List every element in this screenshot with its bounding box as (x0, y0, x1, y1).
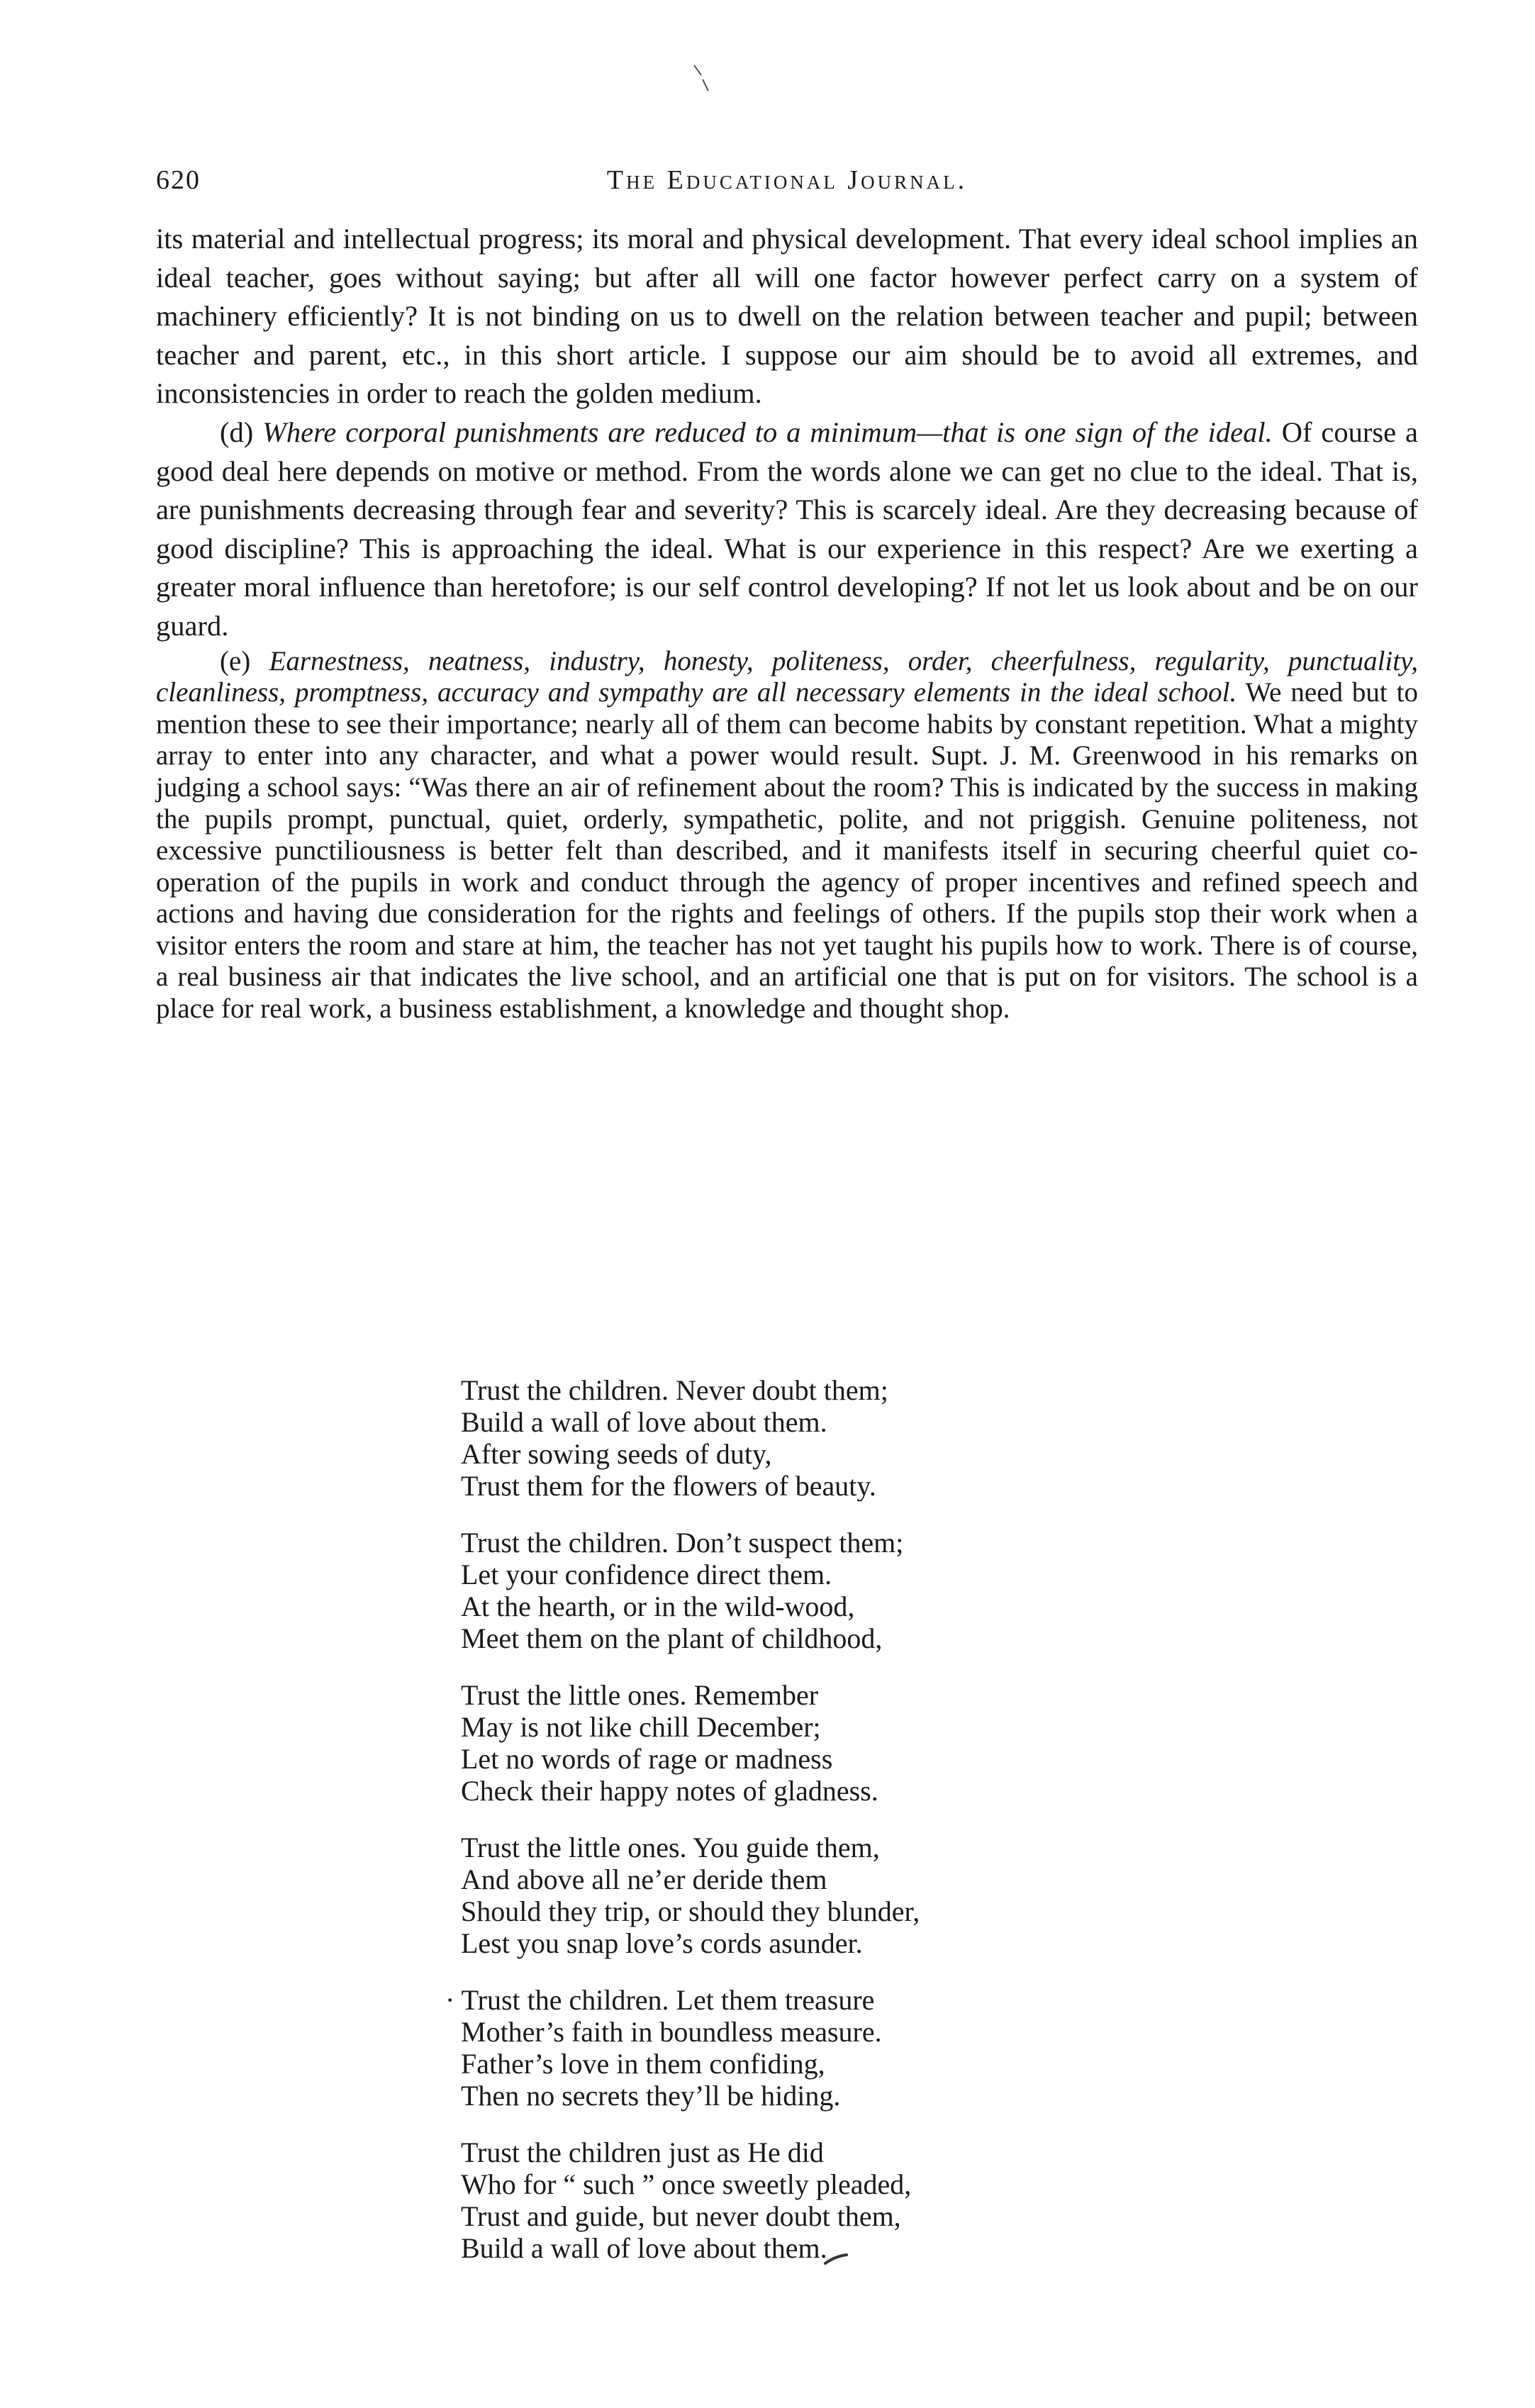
paragraph-d (156, 413, 1418, 646)
poem-line: Mother’s faith in boundless measure. (461, 2016, 882, 2048)
stray-mark-bottom (822, 2252, 851, 2266)
poem-line: After sowing seeds of duty, (461, 1438, 772, 1470)
poem-stanza (461, 1679, 1312, 1807)
poem-line: Trust them for the flowers of beauty. (461, 1470, 876, 1502)
poem-line: Trust the little ones. Remember (461, 1679, 819, 1711)
stray-mark-top (691, 62, 713, 94)
poem-line: And above all ne’er deride them (461, 1863, 827, 1895)
poem-line: Lest you snap love’s cords asunder. (461, 1927, 863, 1959)
paragraph-d-heading: Where corporal punishments are reduced to a minimum—that is one sign of the ideal. (262, 416, 1273, 448)
poem-line: · Trust the children. Let them treasure (445, 1984, 875, 2016)
paragraph-e-marker: (e) (220, 645, 251, 676)
poem-line: Let your confidence direct them. (461, 1559, 832, 1590)
poem-line: At the hearth, or in the wild-wood, (461, 1590, 855, 1622)
paragraph-e-heading: Earnestness, neatness, industry, honesty, politeness, order, cheerfulness, regularity, punctuality, cleanliness, promptness, accuracy and sympathy are all necessary elements in the ideal school. (156, 645, 1418, 708)
intro-paragraph: its material and intellectual progress; its moral and physical development. That every ideal school implies an ideal teacher, goes without saying; but after all will one factor however perfect carry on a system of machinery efficiently? It is not binding on us to dwell on the relation between teacher and pupil; between teacher and parent, etc., in this short article. I suppose our aim should be to avoid all extremes, and inconsistencies in order to reach the golden medium. (156, 223, 1418, 410)
journal-title: The Educational Journal. (606, 165, 968, 195)
paragraph-d-text: Of course a good deal here depends on motive or method. From the words alone we can get no clue to the ideal. That is, are punishments decreasing through fear and severity? This is scarcely ideal. Are they decreasing because of good discipline? This is approaching the ideal. What is our experience in this respect? Are we exerting a greater moral influence than heretofore; is our self control developing? If not let us look about and be on our guard. (156, 416, 1418, 642)
poem-stanza (461, 1527, 1312, 1654)
poem-line: Trust the children. Never doubt them; (461, 1374, 888, 1406)
poem-stanza (461, 2136, 1312, 2264)
poem-stanza (461, 1374, 1312, 1502)
poem-line: Who for “ such ” once sweetly pleaded, (461, 2168, 912, 2200)
poem-line: May is not like chill December; (461, 1711, 821, 1743)
poem-line: Trust the little ones. You guide them, (461, 1832, 880, 1863)
poem-line: Meet them on the plant of childhood, (461, 1622, 883, 1654)
paragraph-e (156, 646, 1418, 1025)
poem-line: Build a wall of love about them. (461, 2232, 827, 2264)
paragraph-d-marker: (d) (220, 416, 254, 448)
poem-line: Check their happy notes of gladness. (461, 1775, 878, 1807)
page-number: 620 (156, 165, 201, 195)
poem-line: Trust the children just as He did (461, 2136, 824, 2168)
poem-line: Then no secrets they’ll be hiding. (461, 2080, 841, 2112)
running-header (156, 165, 1418, 200)
poem (445, 1374, 1312, 2289)
poem-line: Father’s love in them confiding, (461, 2048, 825, 2080)
article-body (156, 220, 1418, 1025)
poem-line: Build a wall of love about them. (461, 1406, 827, 1438)
poem-line: Let no words of rage or madness (461, 1743, 833, 1775)
poem-stanza (445, 1984, 1312, 2112)
poem-line: Should they trip, or should they blunder, (461, 1895, 920, 1927)
poem-stanza (461, 1832, 1312, 1959)
poem-line: Trust the children. Don’t suspect them; (461, 1527, 904, 1559)
poem-line: Trust and guide, but never doubt them, (461, 2200, 901, 2232)
paragraph-e-text: We need but to mention these to see their importance; nearly all of them can become habits by constant repetition. What a mighty array to enter into any character, and what a power would result. Supt. J. M. Greenwood in his remarks on judging a school says: “Was there an air of refinement about the room? This is indicated by the success in making the pupils prompt, punctual, quiet, orderly, sympathetic, polite, and not priggish. Genuine politeness, not excessive punctiliousness is better felt than described, and it manifests itself in securing cheerful quiet co-operation of the pupils in work and conduct through the agency of proper incentives and refined speech and actions and having due consideration for the rights and feelings of others. If the pupils stop their work when a visitor enters the room and stare at him, the teacher has not yet taught his pupils how to work. There is of course, a real business air that indicates the live school, and an artificial one that is put on for visitors. The school is a place for real work, a business establishment, a knowledge and thought shop. (156, 677, 1418, 1025)
